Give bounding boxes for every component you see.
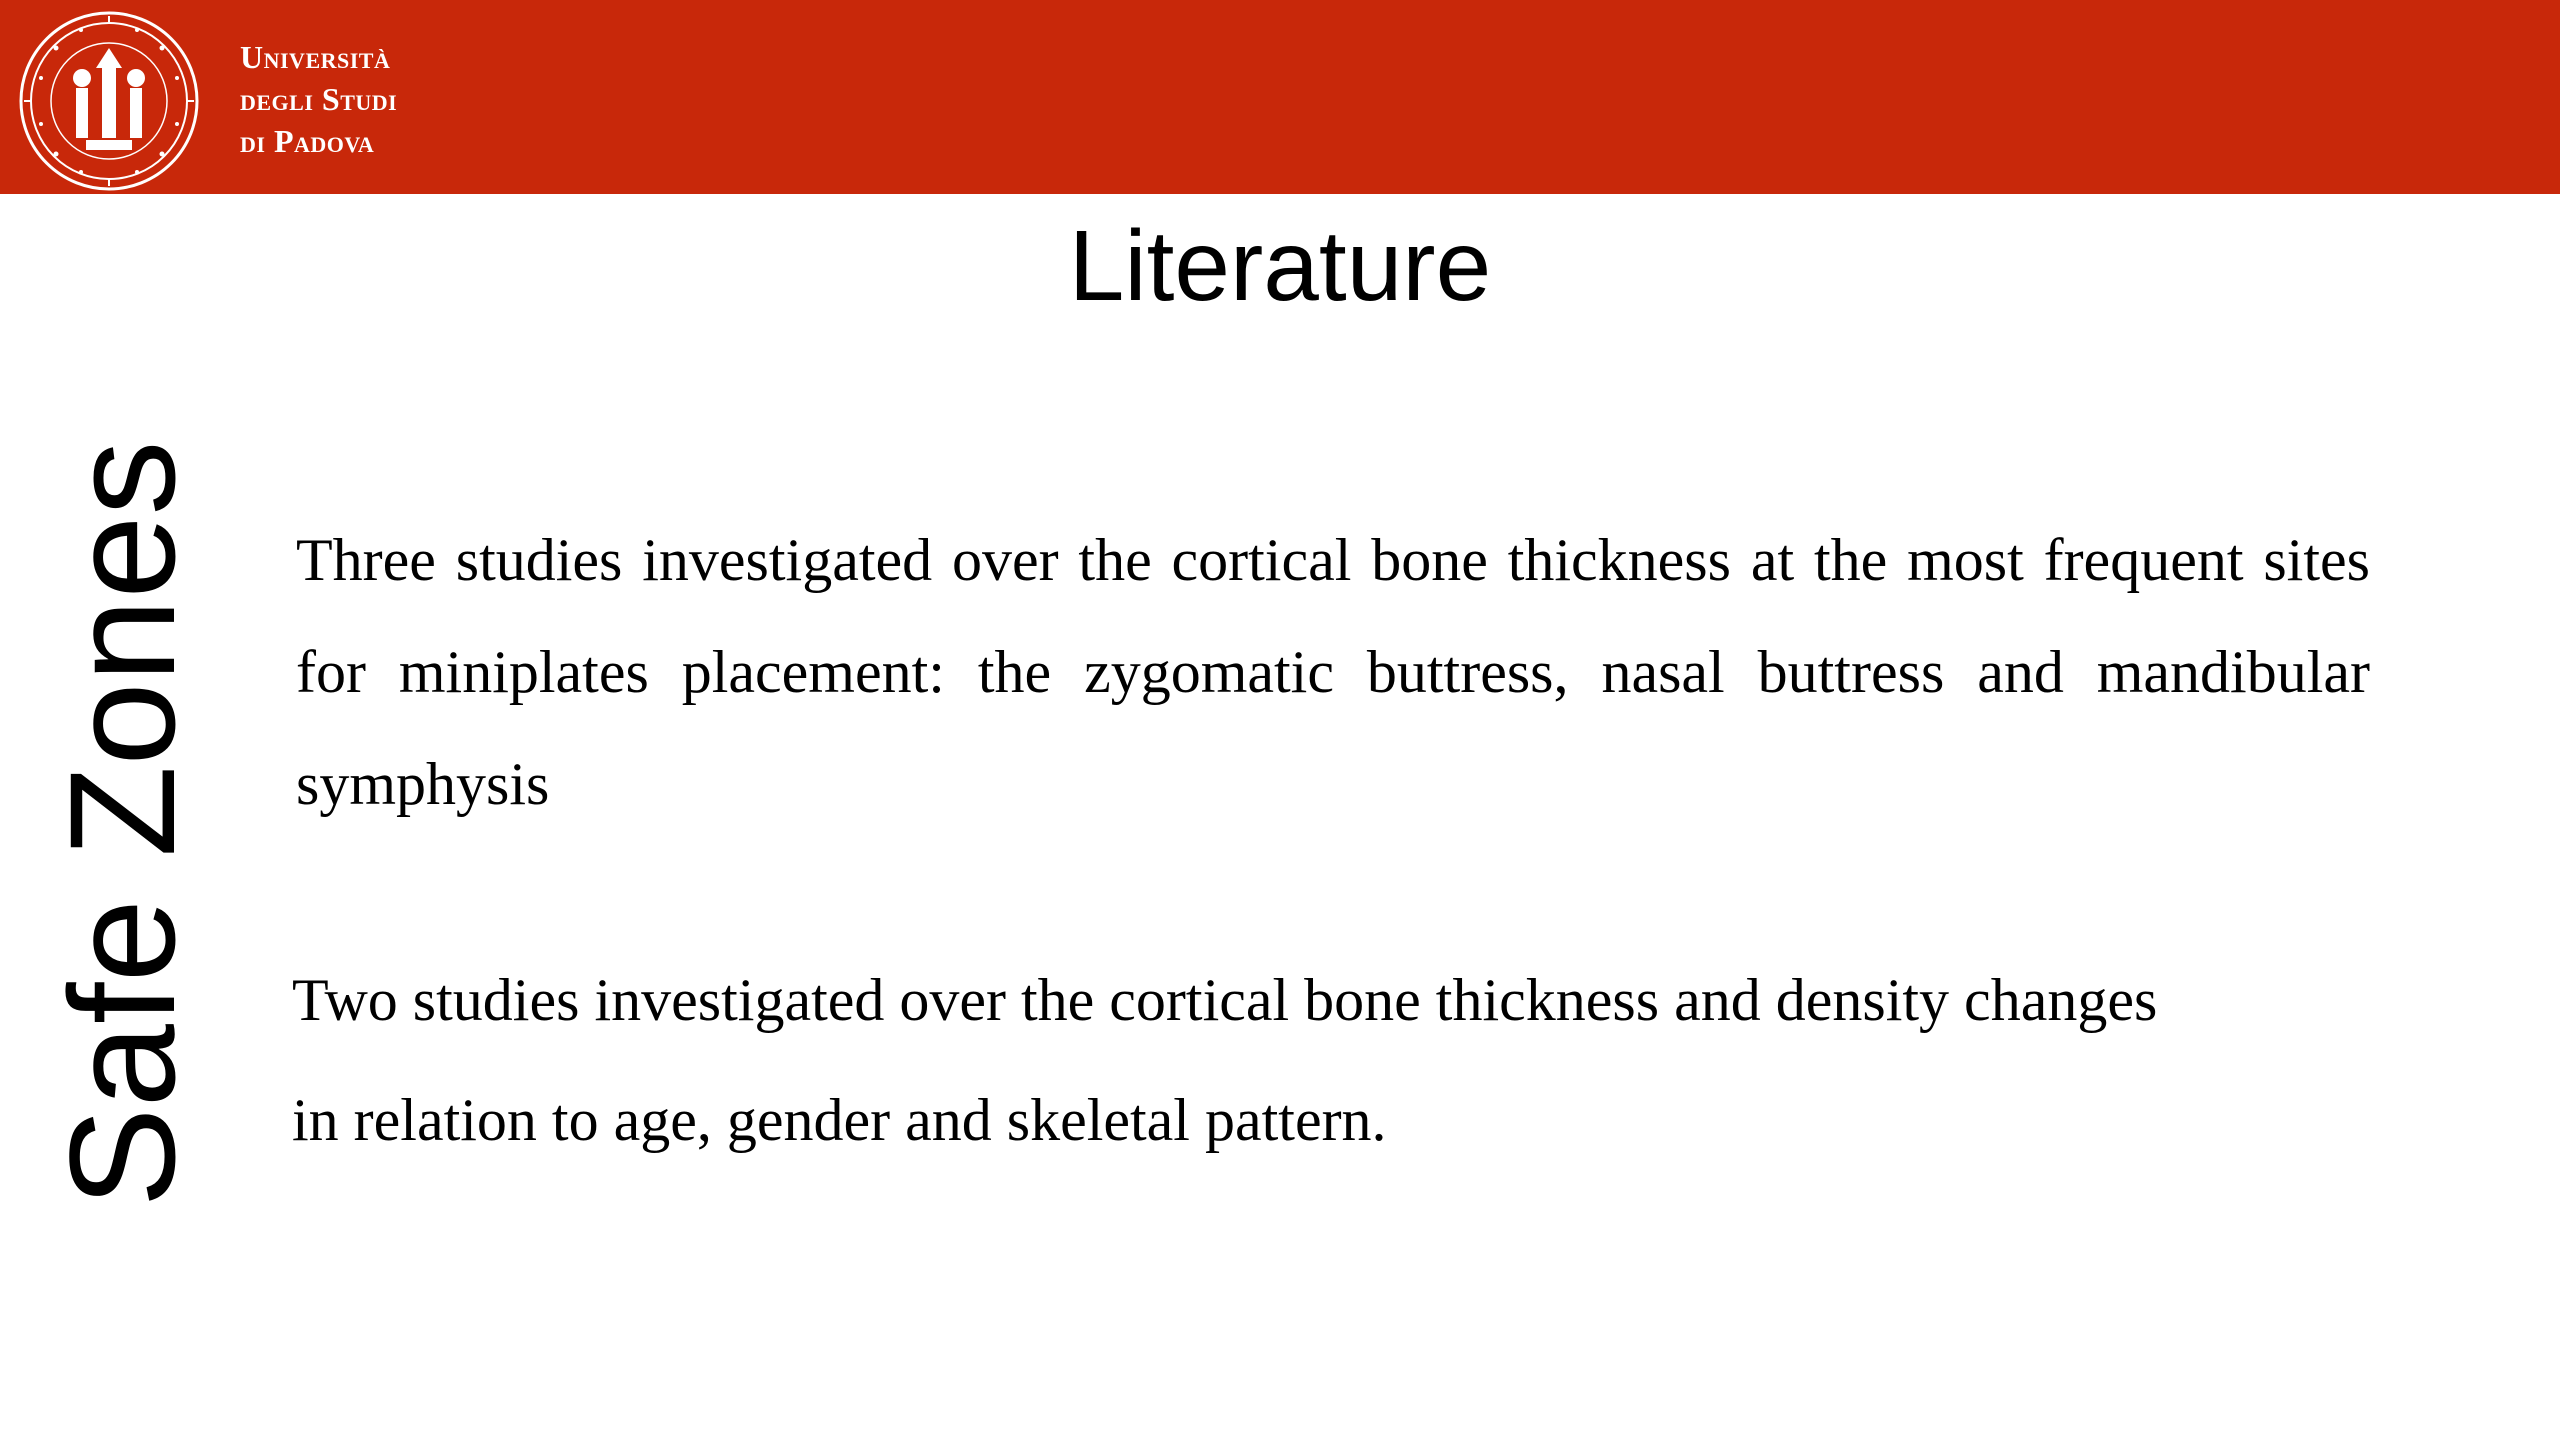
university-name: [240, 36, 397, 162]
paragraph-two-line1: Two studies investigated over the cortical bone thickness and density changes: [292, 967, 2158, 1033]
paragraph-three-studies: Three studies investigated over the cortical bone thickness at the most frequent sites for miniplates placement: the zygomatic buttress, nasal buttress and mandibular symphysis: [296, 527, 2370, 817]
paragraph-two-studies: [292, 940, 2370, 1180]
university-name-line2: degli Studi: [240, 81, 398, 117]
paragraph-two-line2: in relation to age, gender and skeletal pattern.: [292, 1087, 1387, 1153]
university-name-line1: Università: [240, 39, 391, 75]
side-label: Safe Zones: [38, 440, 206, 1208]
slide-title: Literature: [1068, 210, 1492, 322]
university-seal-icon: [16, 8, 202, 194]
university-name-line3: di Padova: [240, 123, 375, 159]
header-bar: [0, 0, 2560, 194]
